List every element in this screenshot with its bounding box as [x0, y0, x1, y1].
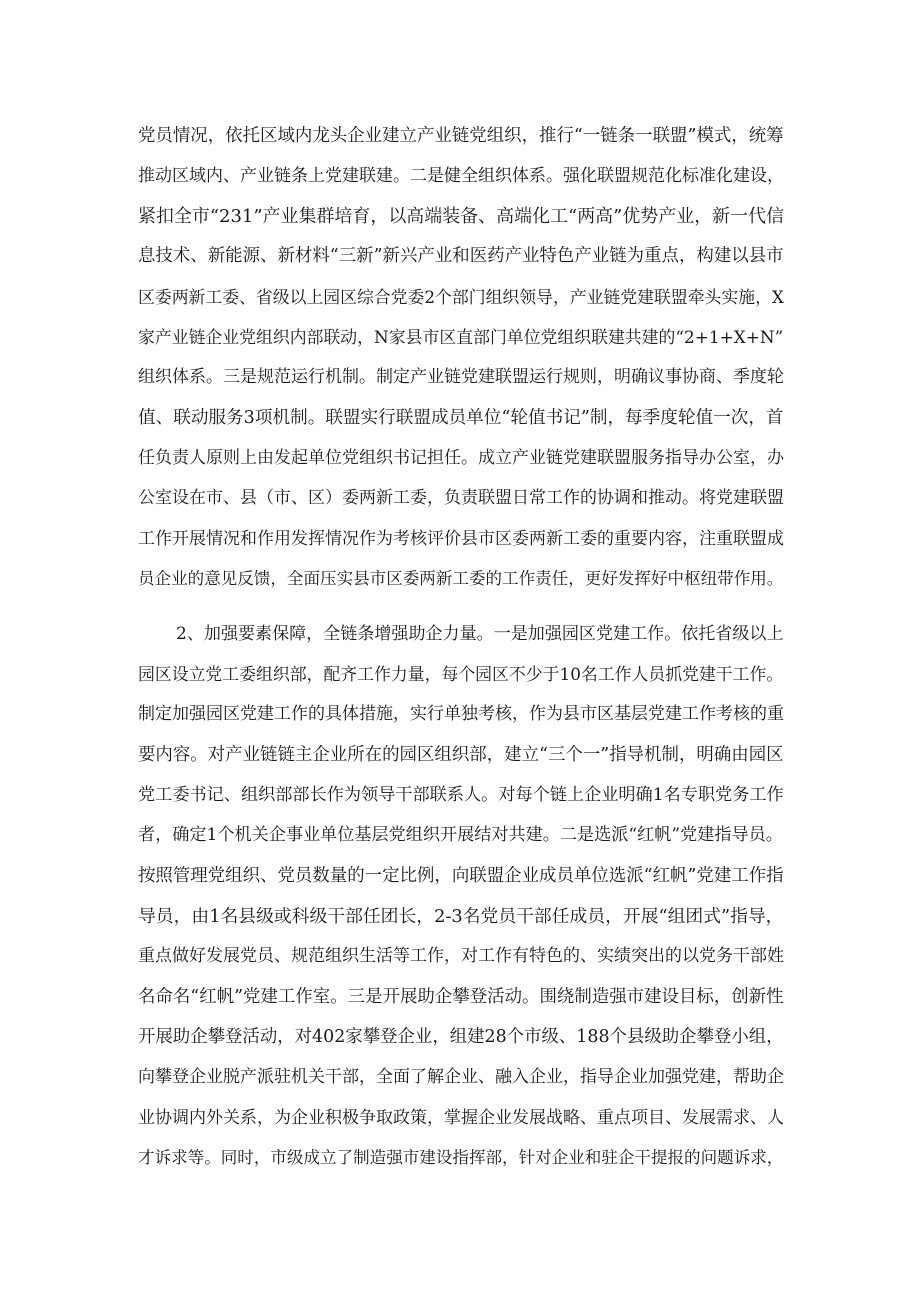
text-line: 息技术、新能源、新材料“三新”新兴产业和医药产业特色产业链为重点，构建以县市 — [138, 246, 784, 266]
text-line: 按照管理党组织、党员数量的一定比例，向联盟企业成员单位选派“红帆”党建工作指 — [138, 866, 784, 886]
text-line: 紧扣全市“231”产业集群培育，以高端装备、高端化工“两高”优势产业，新一代信 — [138, 206, 785, 227]
text-line: 者，确定1个机关企事业单位基层党组织开展结对共建。二是选派“红帆”党建指导员。 — [138, 825, 783, 845]
text-line: 名命名“红帆”党建工作室。三是开展助企攀登活动。围绕制造强市建设目标，创新性 — [138, 987, 784, 1007]
text-line: 员企业的意见反馈，全面压实县市区委两新工委的工作责任，更好发挥好中枢纽带作用。 — [138, 569, 784, 588]
text-line: 要内容。对产业链链主企业所在的园区组织部，建立“三个一”指导机制，明确由园区 — [138, 745, 784, 765]
text-line: 组织体系。三是规范运行机制。制定产业链党建联盟运行规则，明确议事协商、季度轮 — [138, 367, 784, 387]
text-line: 党工委书记、组织部部长作为领导干部联系人。对每个链上企业明确1名专职党务工作 — [138, 785, 784, 805]
text-line: 推动区域内、产业链条上党建联建。二是健全组织体系。强化联盟规范化标准化建设， — [138, 166, 784, 186]
text-line: 才诉求等。同时，市级成立了制造强市建设指挥部，针对企业和驻企干提报的问题诉求， — [138, 1148, 784, 1167]
text-line: 家产业链企业党组织内部联动，N家县市区直部门单位党组织联建共建的“2+1+X+N” — [138, 327, 784, 347]
text-line: 园区设立党工委组织部，配齐工作力量，每个园区不少于10名工作人员抓党建干工作。 — [138, 664, 784, 684]
text-line: 制定加强园区党建工作的具体措施，实行单独考核，作为县市区基层党建工作考核的重 — [138, 704, 784, 724]
text-line: 党员情况，依托区域内龙头企业建立产业链党组织，推行“一链条一联盟”模式，统筹 — [138, 126, 784, 146]
text-line: 导员，由1名县级或科级干部任团长，2-3名党员干部任成员，开展“组团式”指导， — [138, 906, 784, 927]
text-line: 2、加强要素保障，全链条增强助企力量。一是加强园区党建工作。依托省级以上 — [176, 624, 784, 644]
text-line: 工作开展情况和作用发挥情况作为考核评价县市区委两新工委的重要内容，注重联盟成 — [138, 529, 784, 549]
text-line: 值、联动服务3项机制。联盟实行联盟成员单位“轮值书记”制，每季度轮值一次，首 — [138, 408, 784, 428]
text-line: 业协调内外关系，为企业积极争取政策，掌握企业发展战略、重点项目、发展需求、人 — [138, 1108, 784, 1128]
text-line: 公室设在市、县（市、区）委两新工委，负责联盟日常工作的协调和推动。将党建联盟 — [138, 488, 784, 508]
text-line: 任负责人原则上由发起单位党组织书记担任。成立产业链党建联盟服务指导办公室，办 — [138, 448, 784, 468]
text-line: 开展助企攀登活动，对402家攀登企业，组建28个市级、188个县级助企攀登小组， — [138, 1027, 784, 1047]
text-line: 向攀登企业脱产派驻机关干部，全面了解企业、融入企业，指导企业加强党建，帮助企 — [138, 1067, 784, 1087]
text-line: 区委两新工委、省级以上园区综合党委2个部门组织领导，产业链党建联盟牵头实施，X — [138, 287, 784, 307]
text-line: 重点做好发展党员、规范组织生活等工作，对工作有特色的、实绩突出的以党务干部姓 — [138, 946, 784, 966]
